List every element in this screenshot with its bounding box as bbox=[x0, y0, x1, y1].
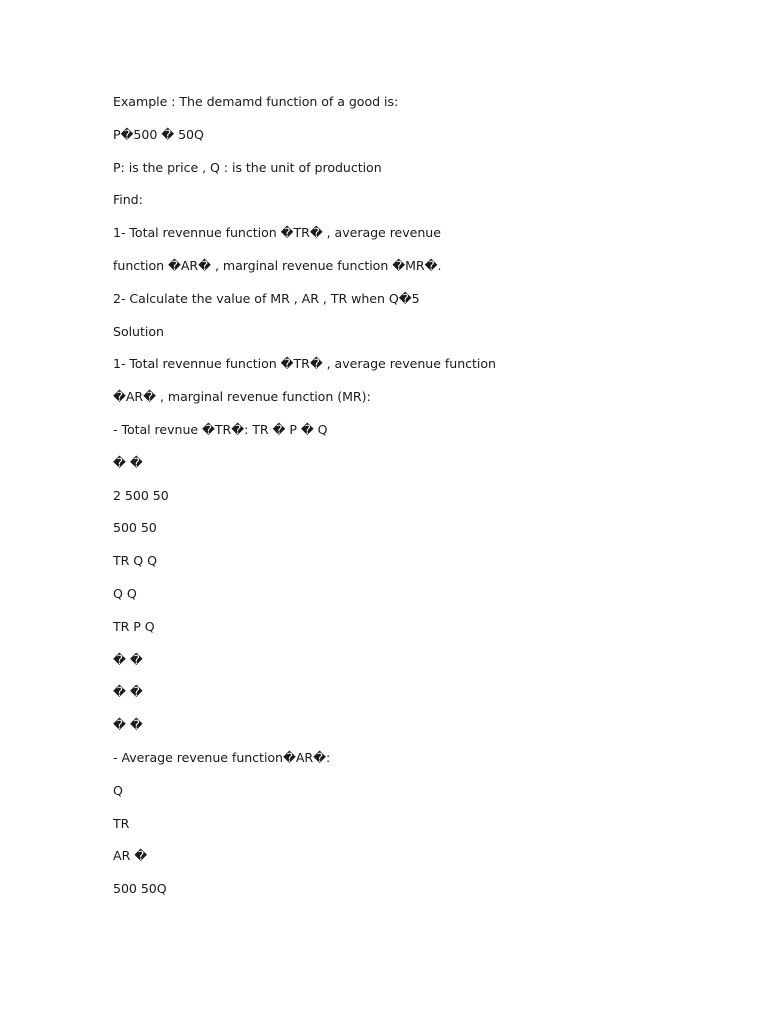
question-1-line-2: function �AR� , marginal revenue function �MR�. bbox=[113, 257, 442, 273]
question-1-line-1: 1- Total revennue function �TR� , average revenue bbox=[113, 225, 441, 241]
solution-1-line-1: 1- Total revennue function �TR� , average revenue function bbox=[113, 356, 496, 372]
example-heading: Example : The demamd function of a good is: bbox=[113, 94, 399, 109]
question-2: 2- Calculate the value of MR , AR , TR when Q�5 bbox=[113, 290, 420, 306]
total-revenue-line: - Total revnue �TR�: TR � P � Q bbox=[113, 421, 328, 437]
equation-fragment: 500 50Q bbox=[113, 881, 167, 897]
equation-fragment: � � bbox=[113, 651, 143, 667]
equation-fragment: AR � bbox=[113, 848, 148, 864]
equation-fragment: TR Q Q bbox=[113, 553, 157, 569]
average-revenue-heading: - Average revenue function�AR�: bbox=[113, 749, 331, 765]
variable-definitions: P: is the price , Q : is the unit of production bbox=[113, 159, 382, 175]
equation-fragment: � � bbox=[113, 454, 143, 470]
equation-fragment: � � bbox=[113, 717, 143, 733]
equation-fragment: Q bbox=[113, 782, 123, 798]
solution-1-line-2: �AR� , marginal revenue function (MR): bbox=[113, 389, 371, 405]
equation-fragment: Q Q bbox=[113, 585, 137, 601]
equation-fragment: 2 500 50 bbox=[113, 487, 169, 503]
demand-function: P�500 � 50Q bbox=[113, 126, 204, 142]
equation-fragment: TR bbox=[113, 815, 130, 831]
equation-fragment: 500 50 bbox=[113, 520, 157, 536]
document-body bbox=[113, 92, 713, 912]
equation-fragment: TR P Q bbox=[113, 618, 155, 634]
equation-fragment: � � bbox=[113, 684, 143, 700]
solution-heading: Solution bbox=[113, 323, 164, 339]
find-heading: Find: bbox=[113, 192, 143, 208]
